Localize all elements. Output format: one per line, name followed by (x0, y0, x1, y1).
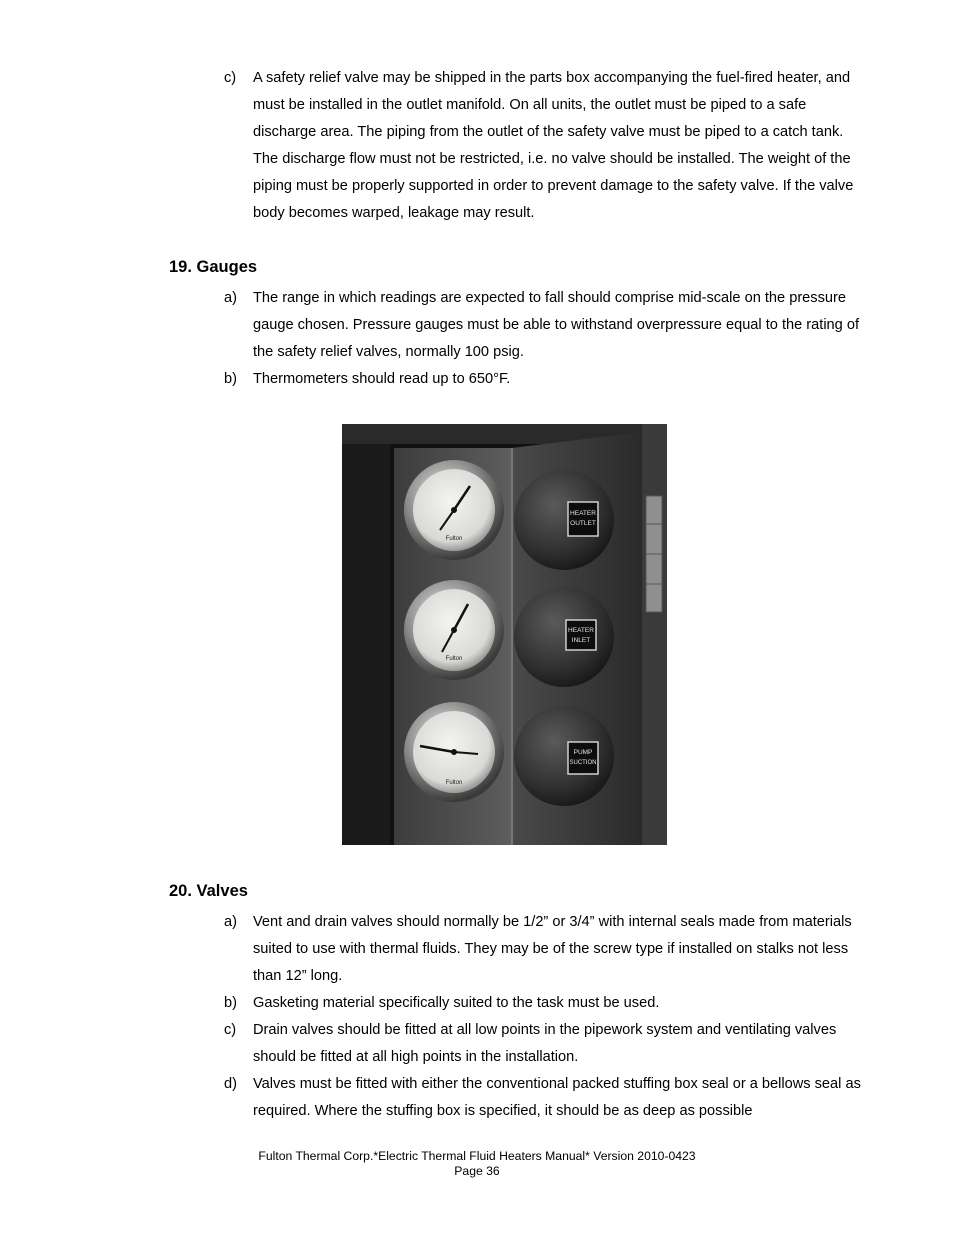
intro-list (224, 65, 869, 227)
section-number: 20. (169, 882, 192, 900)
gauges-list (224, 285, 869, 393)
list-marker: a) (224, 914, 237, 930)
section-title: Valves (196, 882, 248, 900)
section-number: 19. (169, 258, 192, 276)
list-item (224, 366, 869, 393)
pressure-gauge-middle (404, 580, 504, 680)
blank-boss-bottom (514, 706, 614, 806)
label-line2: INLET (571, 637, 591, 644)
list-marker: d) (224, 1076, 237, 1092)
label-plate-heater-outlet (568, 502, 598, 536)
blank-boss-top (514, 470, 614, 570)
list-item-text: Thermometers should read up to 650°F. (253, 371, 511, 387)
list-marker: b) (224, 995, 237, 1011)
page-footer (0, 1149, 954, 1179)
list-item-text: Drain valves should be fitted at all low points in the pipework system and ventilating valves should be fitted at all high points in the installation. (253, 1022, 837, 1065)
section-heading-valves (169, 882, 248, 901)
section-title: Gauges (196, 258, 258, 276)
footer-page-number: Page 36 (454, 1164, 500, 1178)
label-plate-pump-suction (568, 742, 598, 774)
list-item (224, 909, 869, 990)
list-marker: a) (224, 290, 237, 306)
gauge-panel-illustration (342, 424, 667, 845)
gauge-brand-top: Fulton (445, 536, 463, 542)
section-heading-gauges (169, 258, 257, 277)
label-line1: HEATER (570, 510, 596, 517)
label-line1: PUMP (573, 749, 593, 756)
blank-boss-middle (514, 587, 614, 687)
list-item-text: Valves must be fitted with either the conventional packed stuffing box seal or a bellows seal as required. Where the stuffing box is specified, it should be as deep as possible (253, 1076, 861, 1119)
list-item-text: A safety relief valve may be shipped in the parts box accompanying the fuel-fired heater, and must be installed in the outlet manifold. On all units, the outlet must be piped to a safe discharge area. The piping from the outlet of the safety valve must be piped to a catch tank. The discharge flow must not be restricted, i.e. no valve should be installed. The weight of the piping must be properly supported in order to prevent damage to the safety valve. If the valve body becomes warped, leakage may result. (253, 70, 854, 221)
list-item (224, 1017, 869, 1071)
label-line2: SUCTION (569, 760, 597, 766)
valves-list (224, 909, 869, 1125)
label-line2: OUTLET (570, 520, 596, 527)
gauge-brand-bottom: Fulton (445, 780, 463, 786)
label-line1: HEATER (568, 627, 594, 634)
list-item (224, 990, 869, 1017)
pressure-gauge-bottom (404, 702, 504, 802)
list-item (224, 285, 869, 366)
list-item-text: Vent and drain valves should normally be 1/2” or 3/4” with internal seals made from materials suited to use with thermal fluids. They may be of the screw type if installed on stalks not less than 12” long. (253, 914, 852, 984)
list-item-text: The range in which readings are expected to fall should comprise mid-scale on the pressure gauge chosen. Pressure gauges must be able to withstand overpressure equal to the rating of the safety relief valves, normally 100 psig. (253, 290, 860, 360)
gauge-brand-middle: Fulton (445, 656, 463, 662)
list-marker: c) (224, 70, 237, 86)
footer-manual-title: Fulton Thermal Corp.*Electric Thermal Fluid Heaters Manual* Version 2010-0423 (258, 1149, 696, 1163)
list-item (224, 1071, 869, 1125)
list-item (224, 65, 869, 227)
list-item-text: Gasketing material specifically suited to the task must be used. (253, 995, 660, 1011)
label-plate-heater-inlet (566, 620, 596, 650)
pressure-gauge-top (404, 460, 504, 560)
list-marker: c) (224, 1022, 237, 1038)
gauge-panel-photo (342, 424, 667, 845)
list-marker: b) (224, 371, 237, 387)
